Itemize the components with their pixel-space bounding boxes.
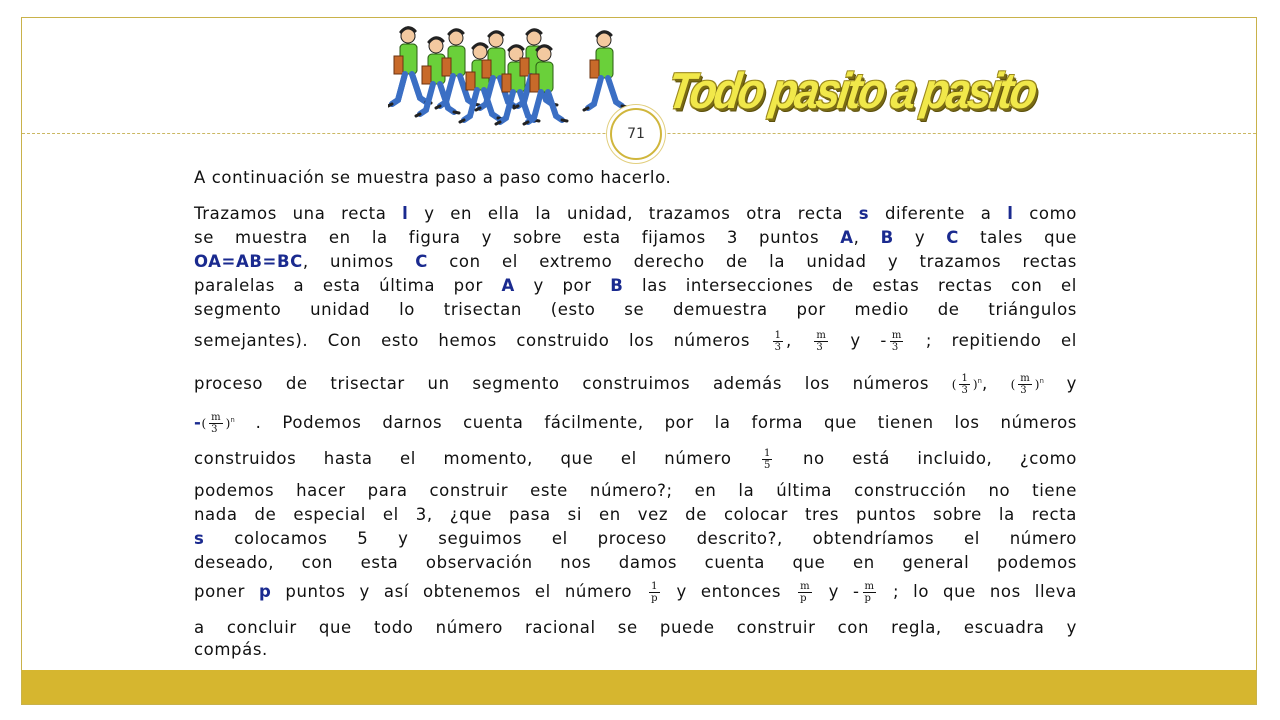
fraction-1-5: $\frac{1}{5}$ — [764, 448, 771, 471]
text-line: podemos hacer para construir este número?; en la última construcción no tiene — [194, 481, 1077, 500]
text-line: compás. — [194, 640, 268, 659]
text-line: Trazamos una recta l y en ella la unidad, trazamos otra recta s diferente a l como — [194, 204, 1077, 223]
fraction-m-3: $\frac{m}{3}$ — [1020, 373, 1030, 396]
text-line: a concluir que todo número racional se puede construir con regla, escuadra y — [194, 618, 1077, 637]
text-line: deseado, con esta observación nos damos cuenta que en general podemos — [194, 553, 1077, 572]
text-line: semejantes). Con esto hemos construido los números $\frac{1}{3}$ , $\frac{m}{3}$ y - $\frac{m}{3}$ ; repitiendo el — [194, 330, 1077, 353]
footer-bar — [22, 670, 1256, 704]
text-line: OA=AB=BC, unimos C con el extremo derecho de la unidad y trazamos rectas — [194, 252, 1077, 271]
title-wordart: Todo pasito a pasito — [664, 63, 1039, 120]
page-number: 71 — [627, 126, 645, 142]
text-line: nada de especial el 3, ¿que pasa si en vez de colocar tres puntos sobre la recta — [194, 505, 1077, 524]
fraction-1-3: $\frac{1}{3}$ — [961, 373, 968, 396]
text-line: poner p puntos y así obtenemos el número $\frac{1}{p}$ y entonces $\frac{m}{p}$ y - $\frac{m}{p}$ ; lo que nos lleva — [194, 581, 1077, 604]
page-number-badge — [610, 108, 662, 160]
text-line: s colocamos 5 y seguimos el proceso descrito?, obtendríamos el número — [194, 529, 1077, 548]
fraction-m-3: $\frac{m}{3}$ — [816, 330, 826, 353]
paragraph-intro: A continuación se muestra paso a paso como hacerlo. — [194, 168, 672, 187]
fraction-m-p: $\frac{m}{p}$ — [800, 581, 810, 604]
fraction-1-p: $\frac{1}{p}$ — [651, 581, 658, 604]
text-line: proceso de trisectar un segmento construimos además los números ( $\frac{1}{3}$ )$^n$, ( $\frac{m}{3}$ )$^n$ y — [194, 373, 1077, 396]
walking-men-illustration — [388, 22, 628, 132]
text-line: segmento unidad lo trisectan (esto se demuestra por medio de triángulos — [194, 300, 1077, 319]
text-line: -( $\frac{m}{3}$ )$^n$ . Podemos darnos cuenta fácilmente, por la forma que tienen los números — [194, 412, 1077, 435]
text-line: se muestra en la figura y sobre esta fijamos 3 puntos A, B y C tales que — [194, 228, 1077, 247]
fraction-m-p: $\frac{m}{p}$ — [864, 581, 874, 604]
text-line: paralelas a esta última por A y por B las intersecciones de estas rectas con el — [194, 276, 1077, 295]
fraction-m-3: $\frac{m}{3}$ — [891, 330, 902, 353]
fraction-m-3: $\frac{m}{3}$ — [211, 412, 221, 435]
fraction-1-3: $\frac{1}{3}$ — [774, 330, 781, 353]
text-line: construidos hasta el momento, que el número $\frac{1}{5}$ no está incluido, ¿como — [194, 448, 1077, 471]
